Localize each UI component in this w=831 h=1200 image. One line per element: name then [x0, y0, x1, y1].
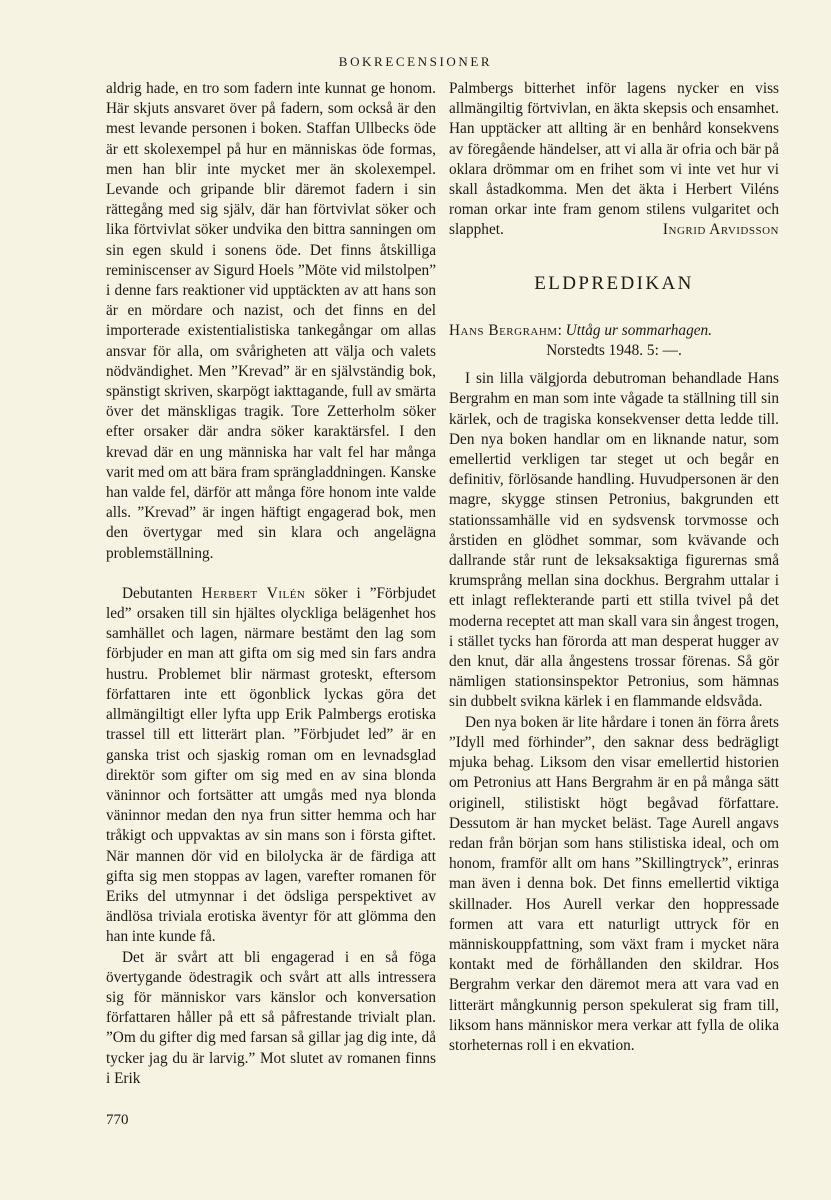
paragraph-body: Palmbergs bitterhet inför lagens nycker en viss allmängiltig förtvivlan, en äkta skepsis och ensamhet. Han upptäcker att allting är en benhård konsekvens av föregående händelser, att vi alla är ofria och bär på oklara drömmar om en frihet som vi inte vet hur vi skall åstadkomma. Men det äkta i Herbert Viléns roman orkar inte fram genom stilens vulgaritet och slapphet.	[449, 80, 779, 239]
paragraph-lead: Debutanten	[122, 584, 193, 602]
paragraph-palmberg	[449, 79, 779, 241]
section-title: ELDPREDIKAN	[534, 272, 694, 294]
book-author: Hans Bergrahm	[449, 321, 558, 339]
paragraph-body: söker i ”Förbjudet led” orsaken till sin hjältes olyckliga belägenhet hos samhället och lagen, närmare bestämt den lag som förbjuder en man att gifta om sig med sin fars andra hustru. Problemet blir närmast groteskt, eftersom författaren inte ett ögonblick lyckas göra det allmängiltigt eller lyfta upp Erik Palmbergs erotiska trassel till ett litterärt plan. ”Förbjudet led” är en ganska trist och sjaskig roman om en levnadsglad direktör som gifter om sig med en av sina blonda väninnor och fortsätter att umgås med nya blonda väninnor medan den nya frun sitter hemma och har tråkigt och uppvaktas av sin mans son i första giftet. När mannen dör vid en bilolycka är de färdiga att gifta sig men stoppas av lagen, varefter romanen för Eriks del utmynnar i det ödsliga perspektivet av ändlösa triviala erotiska äventyr för att glömma den han inte kunde få.	[106, 584, 437, 946]
book-publisher: Norstedts 1948. 5: —.	[546, 342, 682, 360]
paragraph-krevad-ending: aldrig hade, en tro som fadern inte kunnat ge honom. Här skjuts ansvaret över på fadern, som också är den mest levande personen i boken. Staffan Ullbecks öde är ett skolexempel på hur en människas öde formas, men han blir inte mycket mer än skolexempel. Levande och gripande blir däremot fadern i sin rättegång med sig själv, där han förtvivlat söker och lika förtvivlat söker undvika den bittra sanningen om sin egen skuld i sonens öde. Det finns åtskilliga reminiscenser av Sigurd Hoels ”Möte vid milstolpen” i denne fars reaktioner vid upptäckten av att hans son är en mördare och nazist, och det finns en del importerade existentialistiska tankegångar om allas ansvar för alla, om svårigheten att välja och valets nödvändighet. Men ”Krevad” är en självständig bok, spänstigt skriven, skarpögt iakttagande, full av smärta över det mänskligas tragik. Tore Zetterholm söker efter orsaker där andra söker karaktärsfel. I den krevad där en ung människa har valt fel har många varit med om att bära fram sprängladdningen. Kanske han valde fel, därför att många före honom inte valde alls. ”Krevad” är ingen häftigt engagerad bok, men den övertygar med sin klara och angelägna problemställning.	[106, 80, 436, 562]
page-number: 770	[106, 1112, 129, 1128]
reviewer-signature: Ingrid Arvidsson	[662, 221, 779, 239]
running-head: BOKRECENSIONER	[338, 54, 493, 69]
paragraph-debutroman: I sin lilla välgjorda debutroman behandlade Hans Bergrahm en man som inte vågade ta ställning till sin kärlek, och de tragiska konsekvenser detta ledde till. Den nya boken handlar om en liknande natur, som emellertid verkligen tar steget ut och begår en definitiv, förlösande handling. Huvudpersonen är den magre, skygge stinsen Petronius, bakgrunden ett stationssamhälle vid en sydsvensk torvmosse och årstiden en glödhet sommar, som kvävande och dallrande står runt de leksaksaktiga figurernas små krumsprång mellan sina dockhus. Bergrahm uttalar i ett inlagt reflekterande parti ett stilla tvivel på det moderna receptet att man skall vara sin ångest trogen, i stället tycks han förorda att man desperat hugger av den knut, där alla ångestens trossar förenas. Så gör nämligen stationsinspektor Petronius, som hämnas sin dubbelt svikna kärlek i en flammande eldsvåda.	[449, 370, 779, 711]
book-reference: Hans Bergrahm: Uttåg ur sommarhagen. Norstedts 1948. 5: —.	[449, 321, 779, 361]
author-name: Herbert Vilén	[201, 584, 306, 602]
paragraph-odestragik: Det är svårt att bli engagerad i en så föga övertygande ödestragik och svårt att alls intressera sig för människor vars känslor och konversation författaren håller på ett så påfrestande trivialt plan. ”Om du gifter dig med farsan så gillar jag dig inte, då tycker jag du är larvig.” Mot slutet av romanen finns i Erik	[106, 948, 436, 1087]
book-title: Uttåg ur sommarhagen.	[565, 321, 712, 339]
left-column	[106, 79, 436, 1089]
paragraph-nya-boken: Den nya boken är lite hårdare i tonen än förra årets ”Idyll med förhinder”, den saknar dess bedrägligt mjuka behag. Liksom den visar emellertid historien om Petronius att Hans Bergrahm är en på många sätt originell, stilistiskt högt begåvad författare. Dessutom är han mycket beläst. Tage Aurell angavs redan från början som hans stilistiska ideal, och om honom, framför allt om hans ”Skillingtryck”, erinras man även i denna bok. Det finns emellertid viktiga skillnader. Hos Aurell verkar den hoppressade formen att vara ett naturligt uttryck för en människouppfattning, som växt fram i mycket nära kontakt med de förhållanden den skildrar. Hos Bergrahm verkar den däremot mera att vara vad en litterärt mångkunnig person spekulerat sig fram till, liksom hans människor mera verkar att fylla de olika storheternas roll i en ekvation.	[449, 713, 779, 1054]
paragraph-forbjudet-led	[106, 584, 436, 948]
right-column	[449, 79, 779, 1056]
